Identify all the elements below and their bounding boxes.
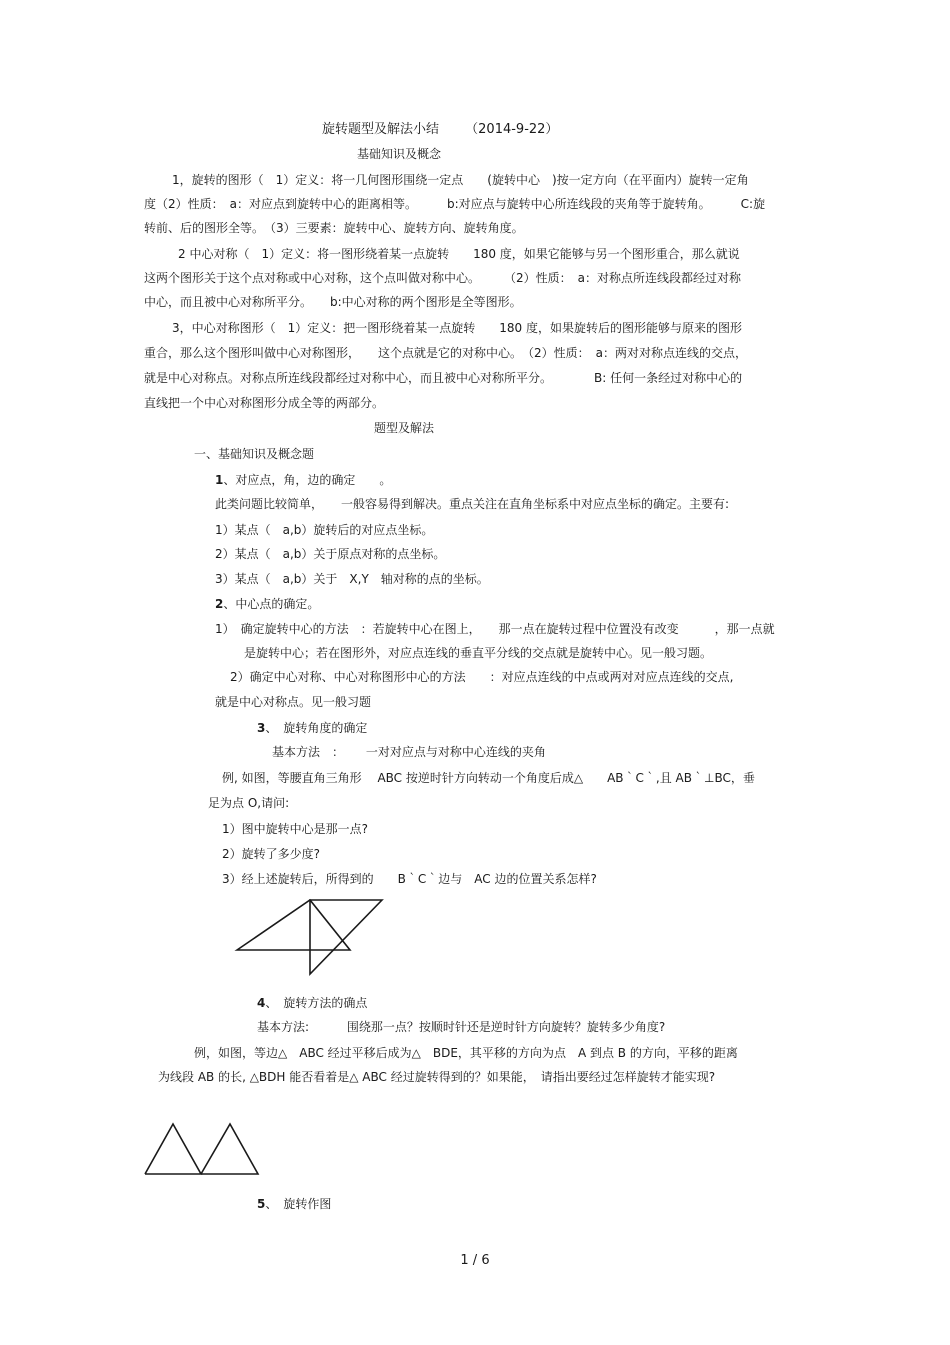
example2-line1: 例，如图，等边△ ABC 经过平移后成为△ BDE，其平移的方向为点 A 到点 B 的方向，平移的距离 (194, 1046, 738, 1060)
triangle-abc (237, 900, 350, 950)
item1-list-2: 2）某点（ a,b）关于原点对称的点坐标。 (215, 547, 446, 561)
item3-method (272, 744, 546, 760)
item2-number: 2 (215, 597, 224, 611)
figure-equilateral-triangles (143, 1120, 261, 1176)
item4-method-label: 基本方法: (257, 1020, 310, 1034)
item2-list-1-cont: 是旋转中心；若在图形外，对应点连线的垂直平分线的交点就是旋转中心。见一般习题。 (244, 646, 713, 660)
para1-line1: 1，旋转的图形（ 1）定义：将一几何图形围绕一定点 (旋转中心 )按一定方向（在平面内）旋转一定角 (172, 173, 749, 187)
item4-method (257, 1019, 665, 1035)
item3-method-text: 一对对应点与对称中心连线的夹角 (365, 745, 546, 759)
item1-heading (215, 472, 391, 488)
item4-number: 4 (257, 996, 266, 1010)
para2-line2: 这两个图形关于这个点对称或中心对称，这个点叫做对称中心。 （2）性质： a：对称点所连线段都经过对称 (144, 271, 741, 285)
para1-line3: 转前、后的图形全等。 （3）三要素：旋转中心、旋转方向、旋转角度。 (144, 221, 524, 235)
para1-line2: 度（2）性质： a：对应点到旋转中心的距离相等。 b:对应点与旋转中心所连线段的夹角等于旋转角。 C:旋 (144, 197, 766, 211)
example1-question-1: 1）图中旋转中心是那一点? (222, 822, 369, 836)
section-heading-basics: 基础知识及概念 (357, 147, 442, 161)
page-number: 1 / 6 (460, 1253, 490, 1268)
example2-line2: 为线段 AB 的长, △BDH 能否看着是△ ABC 经过旋转得到的？如果能， 请指出要经过怎样旋转才能实现? (158, 1070, 716, 1084)
para2-line3: 中心，而且被中心对称所平分。 b:中心对称的两个图形是全等图形。 (144, 295, 522, 309)
item4-heading (257, 995, 367, 1011)
item4-method-text: 围绕那一点？按顺时针还是逆时针方向旋转？旋转多少角度? (346, 1020, 666, 1034)
para2-line1: 2 中心对称（ 1）定义：将一图形绕着某一点旋转 180 度，如果它能够与另一个图形重合，那么就说 (178, 247, 740, 261)
item2-list-1: 1） 确定旋转中心的方法 ：若旋转中心在图上， 那一点在旋转过程中位置没有改变 ，那一点就 (215, 622, 775, 636)
item5-number: 5 (257, 1197, 266, 1211)
example1-line2: 足为点 O,请问: (208, 796, 290, 810)
item2-heading (215, 596, 319, 612)
item3-method-label: 基本方法 ： (272, 745, 345, 759)
item1-list-3: 3）某点（ a,b）关于 X,Y 轴对称的点的坐标。 (215, 572, 489, 586)
item5-title: 、 旋转作图 (265, 1197, 332, 1211)
item3-title: 、 旋转角度的确定 (265, 721, 368, 735)
item1-title: 、对应点，角，边的确定 。 (223, 473, 392, 487)
item3-heading (257, 720, 367, 736)
example1-line1: 例, 如图，等腰直角三角形 ABC 按逆时针方向转动一个角度后成△ AB｀C｀,且 AB｀⊥BC，垂 (222, 771, 755, 785)
example1-question-3: 3）经上述旋转后，所得到的 B｀C｀边与 AC 边的位置关系怎样? (222, 872, 597, 886)
section-heading-types: 题型及解法 (374, 421, 435, 435)
triangle-bde-equilateral (201, 1124, 258, 1174)
item1-number: 1 (215, 473, 224, 487)
para3-line1: 3，中心对称图形（ 1）定义：把一图形绕着某一点旋转 180 度，如果旋转后的图形能够与原来的图形 (172, 321, 742, 335)
example1-question-2: 2）旋转了多少度? (222, 847, 321, 861)
para3-line2: 重合，那么这个图形叫做中心对称图形， 这个点就是它的对称中心。 （2）性质： a：两对对称点连线的交点， (144, 346, 747, 360)
item1-list-1: 1）某点（ a,b）旋转后的对应点坐标。 (215, 523, 434, 537)
item4-title: 、 旋转方法的确点 (265, 996, 368, 1010)
item1-description: 此类问题比较简单， 一般容易得到解决。重点关注在直角坐标系中对应点坐标的确定。主要有: (215, 497, 730, 511)
para3-line3: 就是中心对称点。对称点所连线段都经过对称中心，而且被中心对称所平分。 B: 任何一条经过对称中心的 (144, 371, 743, 385)
para3-line4: 直线把一个中心对称图形分成全等的两部分。 (144, 396, 385, 410)
title-date: （2014-9-22） (465, 122, 559, 137)
item2-title: 、中心点的确定。 (223, 597, 320, 611)
title-text: 旋转题型及解法小结 (322, 122, 440, 137)
item5-heading (257, 1196, 331, 1212)
item2-list-2-cont: 就是中心对称点。见一般习题 (215, 695, 372, 709)
item3-number: 3 (257, 721, 266, 735)
figure-rotated-triangles (232, 896, 384, 978)
triangle-ab'c' (310, 900, 382, 974)
triangle-abc-equilateral (145, 1124, 201, 1174)
item2-list-2: 2）确定中心对称、中心对称图形中心的方法 ：对应点连线的中点或两对对应点连线的交点, (230, 670, 734, 684)
part1-title: 一、基础知识及概念题 (194, 447, 315, 461)
doc-title (322, 122, 558, 138)
